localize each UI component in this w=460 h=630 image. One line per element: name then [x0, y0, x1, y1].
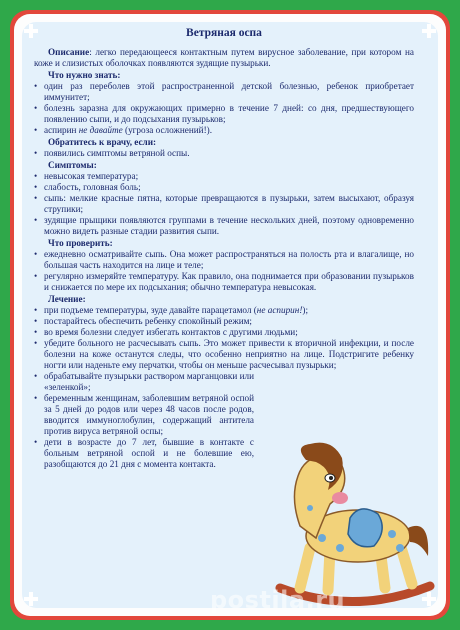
list-item: • ежедневно осматривайте сыпь. Она может распространяться на полость рта и влагалище, но большая часть находится на лице и теле;	[34, 249, 414, 271]
description-text: : легко передающееся контактным путем вирусное заболевание, при котором на коже и слизистых оболочках появляются зудящие пузырьки.	[34, 47, 414, 68]
know-list	[34, 81, 414, 136]
list-item: • один раз переболев этой распространенной детской болезнью, ребенок приобретает иммунитет;	[34, 81, 414, 103]
list-item: • убедите больного не расчесывать сыпь. Это может привести к вторичной инфекции, и после болезни на коже останутся следы, что особенно неприятно на лице. Подстригите ребенку ногти или наденьте ему перчатки, чтобы он меньше расчесывал пузырьки;	[34, 338, 414, 371]
medical-cross-icon	[422, 24, 436, 38]
document-body	[34, 28, 414, 470]
know-heading: Что нужно знать:	[48, 70, 121, 80]
description-paragraph	[34, 47, 414, 69]
list-item: • слабость, головная боль;	[34, 182, 414, 193]
doctor-heading: Обратитесь к врачу, если:	[48, 137, 157, 147]
list-item: • болезнь заразна для окружающих примерно в течение 7 дней: со дня, предшествующего появлению сыпи, и до подсыхания пузырьков;	[34, 103, 414, 125]
check-list	[34, 249, 414, 293]
medical-cross-icon	[24, 592, 38, 606]
list-item: • обрабатывайте пузырьки раствором марганцовки или «зеленкой»;	[34, 371, 254, 393]
watermark-text: postila.ru	[210, 586, 346, 614]
list-item: • при подъеме температуры, зуде давайте парацетамол (не аспирин!);	[34, 305, 414, 316]
description-label: Описание	[48, 47, 90, 57]
list-item: • во время болезни следует избегать контактов с другими людьми;	[34, 327, 414, 338]
check-heading: Что проверить:	[48, 238, 113, 248]
doctor-list	[34, 148, 414, 159]
emphasis: не давайте	[78, 125, 123, 135]
list-item: • сыпь: мелкие красные пятна, которые превращаются в пузырьки, затем высыхают, образуя струпики;	[34, 193, 414, 215]
treatment-list	[34, 305, 414, 371]
rocking-horse-illustration	[270, 438, 440, 608]
list-item: • постарайтесь обеспечить ребенку спокойный режим;	[34, 316, 414, 327]
symptoms-heading: Симптомы:	[48, 160, 97, 170]
symptoms-list	[34, 171, 414, 237]
list-item: • появились симптомы ветряной оспы.	[34, 148, 414, 159]
list-item: • дети в возрасте до 7 лет, бывшие в контакте с больным ветряной оспой и не болевшие ею, разобщаются до 21 дня с момента контакта.	[34, 437, 254, 470]
list-item: • регулярно измеряйте температуру. Как правило, она поднимается при образовании пузырьков и снижается по мере их подсыхания; обычно температура невысокая.	[34, 271, 414, 293]
emphasis: не аспирин!	[256, 305, 303, 315]
page-title: Ветряная оспа	[186, 27, 262, 39]
list-item: • беременным женщинам, заболевшим ветряной оспой за 5 дней до родов или через 48 часов после родов, вводится иммуноглобулин, содержащий антитела против вируса ветряной оспы;	[34, 393, 254, 437]
list-item: • аспирин не давайте (угроза осложнений!).	[34, 125, 414, 136]
list-item: • невысокая температура;	[34, 171, 414, 182]
treatment-heading: Лечение:	[48, 294, 86, 304]
list-item: • зудящие прыщики появляются группами в течение нескольких дней, поэтому одновременно можно видеть разные стадии развития сыпи.	[34, 215, 414, 237]
